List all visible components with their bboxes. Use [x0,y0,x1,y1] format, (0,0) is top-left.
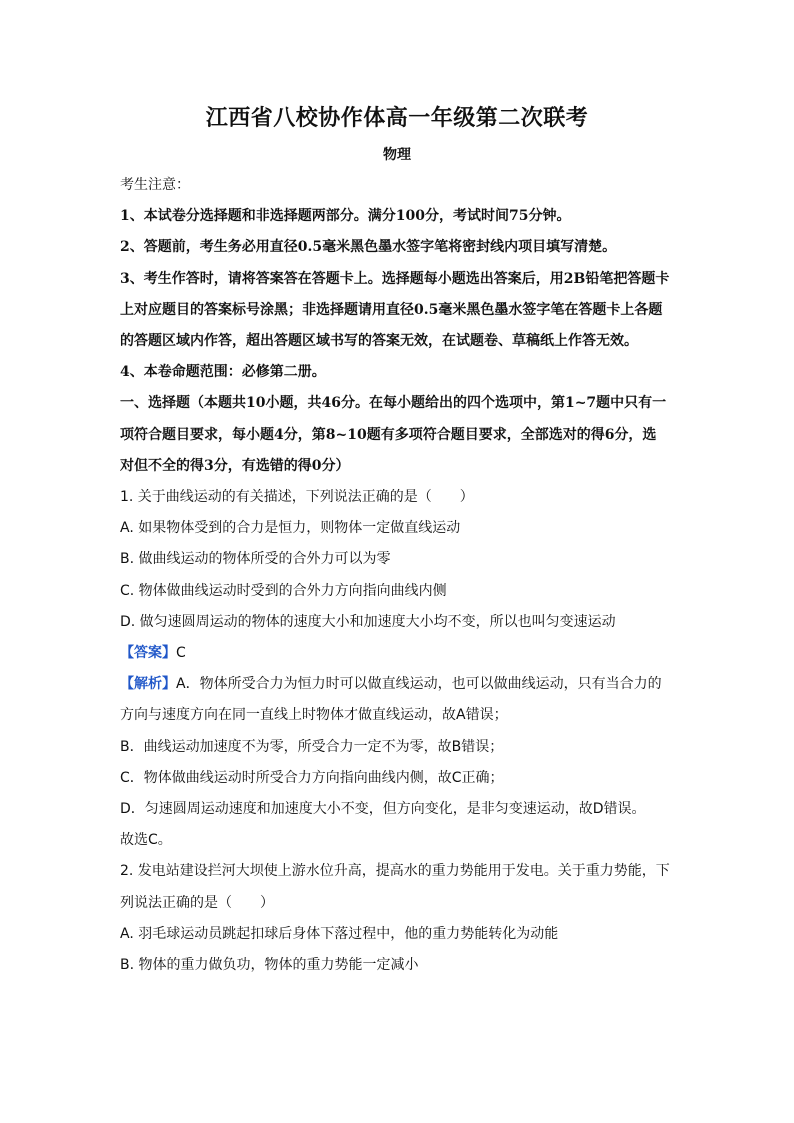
question-1-answer [120,638,674,669]
subject-label: 物理 [383,147,411,163]
notice-item: 1、本试卷分选择题和非选择题两部分。满分100分，考试时间75分钟。 [120,208,571,225]
question-1-option-c: C. 物体做曲线运动时受到的合外力方向指向曲线内侧 [120,582,447,599]
exam-title: 江西省八校协作体高一年级第二次联考 [205,105,589,131]
question-1-option-b: B. 做曲线运动的物体所受的合外力可以为零 [120,551,391,568]
question-2-stem: 列说法正确的是（ ） [120,894,274,911]
question-1-explanation-line: B．曲线运动加速度不为零，所受合力一定不为零，故B错误； [120,738,504,755]
question-1-explanation-line: D．匀速圆周运动速度和加速度大小不变，但方向变化，是非匀变速运动，故D错误。 [120,801,646,818]
notice-item: 4、本卷命题范围：必修第二册。 [120,364,326,381]
question-1-explanation-line: 方向与速度方向在同一直线上时物体才做直线运动，故A错误； [120,707,508,724]
section-instructions: 项符合题目要求，每小题4分，第8~10题有多项符合题目要求，全部选对的得6分，选 [120,426,657,443]
question-1-explanation-line: 故选C。 [120,832,172,849]
question-1-stem: 1. 关于曲线运动的有关描述，下列说法正确的是（ ） [120,489,474,506]
answer-tag: 【答案】 [120,645,176,662]
explanation-text: A．物体所受合力为恒力时可以做直线运动，也可以做曲线运动，只有当合力的 [176,676,662,693]
question-2-option-a: A. 羽毛球运动员跳起扣球后身体下落过程中，他的重力势能转化为动能 [120,925,559,942]
notice-item: 上对应题目的答案标号涂黑；非选择题请用直径0.5毫米黑色墨水签字笔在答题卡上各题 [120,301,663,318]
section-instructions: 一、选择题（本题共10小题，共46分。在每小题给出的四个选项中，第1~7题中只有一 [120,395,667,412]
notice-item: 的答题区域内作答，超出答题区域书写的答案无效，在试题卷、草稿纸上作答无效。 [120,333,638,350]
question-2-stem: 2. 发电站建设拦河大坝使上游水位升高，提高水的重力势能用于发电。关于重力势能，下 [120,863,670,880]
answer-value: C [176,645,186,662]
question-1-option-d: D. 做匀速圆周运动的物体的速度大小和加速度大小均不变，所以也叫匀变速运动 [120,613,616,630]
notice-heading: 考生注意： [120,177,190,193]
question-1-option-a: A. 如果物体受到的合力是恒力，则物体一定做直线运动 [120,520,461,537]
question-2-option-b: B. 物体的重力做负功，物体的重力势能一定减小 [120,957,419,974]
notice-item: 2、答题前，考生务必用直径0.5毫米黑色墨水签字笔将密封线内项目填写清楚。 [120,239,617,256]
notice-item: 3、考生作答时，请将答案答在答题卡上。选择题每小题选出答案后，用2B铅笔把答题卡 [120,270,670,287]
question-1-explanation-line: C．物体做曲线运动时所受合力方向指向曲线内侧，故C正确； [120,769,504,786]
section-instructions: 对但不全的得3分，有选错的得0分） [120,457,350,474]
explanation-tag: 【解析】 [120,676,176,693]
question-1-explanation-line [120,669,674,700]
